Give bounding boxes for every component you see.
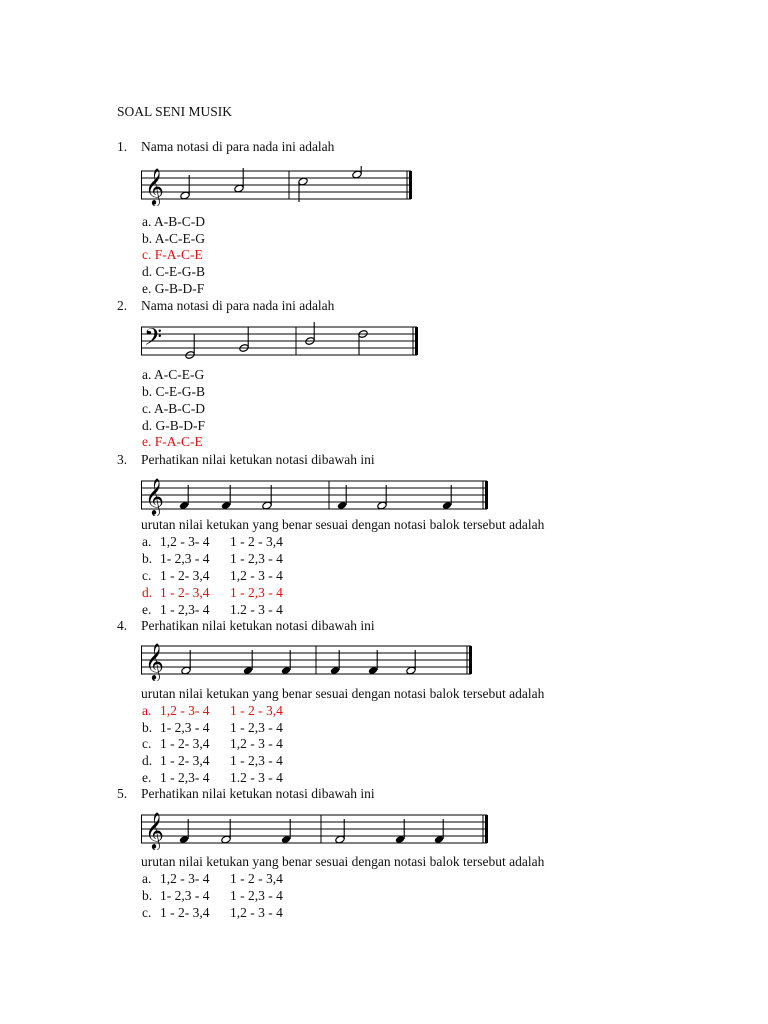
question-4-option-a-correct[interactable]: a. 1,2 - 3- 4 1 - 2 - 3,4 (142, 703, 283, 718)
question-2-option-a[interactable]: a. A-C-E-G (142, 367, 205, 382)
question-4-option-c[interactable]: c. 1 - 2- 3,4 1,2 - 3 - 4 (142, 736, 283, 751)
question-3-instruction: urutan nilai ketukan yang benar sesuai dengan notasi balok tersebut adalah (141, 517, 545, 532)
question-2-option-e-correct[interactable]: e. F-A-C-E (142, 434, 203, 449)
question-5-option-a[interactable]: a. 1,2 - 3- 4 1 - 2 - 3,4 (142, 871, 283, 886)
treble-clef-icon: 𝄞 (145, 167, 164, 205)
question-2-option-b[interactable]: b. C-E-G-B (142, 384, 205, 399)
question-3-option-c[interactable]: c. 1 - 2- 3,4 1,2 - 3 - 4 (142, 568, 283, 583)
page-title: SOAL SENI MUSIK (117, 104, 233, 119)
question-1-number: 1. (117, 139, 128, 154)
question-2-option-c[interactable]: c. A-B-C-D (142, 401, 206, 416)
question-5-option-c[interactable]: c. 1 - 2- 3,4 1,2 - 3 - 4 (142, 905, 283, 920)
final-barline (485, 481, 488, 509)
question-4-option-b[interactable]: b. 1- 2,3 - 4 1 - 2,3 - 4 (142, 720, 283, 735)
treble-clef-icon: 𝄞 (145, 811, 164, 849)
question-3-option-a[interactable]: a. 1,2 - 3- 4 1 - 2 - 3,4 (142, 534, 283, 549)
treble-clef-icon: 𝄞 (145, 477, 164, 515)
staff-question-1 (141, 166, 416, 206)
question-4-instruction: urutan nilai ketukan yang benar sesuai dengan notasi balok tersebut adalah (141, 686, 545, 701)
question-3-number: 3. (117, 452, 128, 467)
question-3-prompt: Perhatikan nilai ketukan notasi dibawah ini (141, 452, 375, 467)
staff-question-5 (141, 810, 493, 850)
question-1-option-c-correct[interactable]: c. F-A-C-E (142, 247, 203, 262)
final-barline (409, 171, 412, 199)
question-4-option-d[interactable]: d. 1 - 2- 3,4 1 - 2,3 - 4 (142, 753, 283, 768)
question-2-prompt: Nama notasi di para nada ini adalah (141, 298, 335, 313)
question-5-instruction: urutan nilai ketukan yang benar sesuai dengan notasi balok tersebut adalah (141, 854, 545, 869)
final-barline (469, 646, 472, 674)
question-1-prompt: Nama notasi di para nada ini adalah (141, 139, 335, 154)
question-1-option-e[interactable]: e. G-B-D-F (142, 281, 205, 296)
question-3-option-b[interactable]: b. 1- 2,3 - 4 1 - 2,3 - 4 (142, 551, 283, 566)
final-barline (485, 815, 488, 843)
staff-question-3 (141, 476, 493, 516)
question-4-number: 4. (117, 618, 128, 633)
question-2-option-d[interactable]: d. G-B-D-F (142, 418, 205, 433)
question-1-option-b[interactable]: b. A-C-E-G (142, 231, 206, 246)
question-5-option-b[interactable]: b. 1- 2,3 - 4 1 - 2,3 - 4 (142, 888, 283, 903)
question-1-option-d[interactable]: d. C-E-G-B (142, 264, 205, 279)
question-3-option-e[interactable]: e. 1 - 2,3- 4 1.2 - 3 - 4 (142, 602, 283, 617)
question-1-option-a[interactable]: a. A-B-C-D (142, 214, 206, 229)
question-4-option-e[interactable]: e. 1 - 2,3- 4 1.2 - 3 - 4 (142, 770, 283, 785)
staff-question-2 (141, 322, 423, 362)
question-2-number: 2. (117, 298, 128, 313)
final-barline (415, 327, 418, 355)
question-5-number: 5. (117, 786, 128, 801)
question-5-prompt: Perhatikan nilai ketukan notasi dibawah ini (141, 786, 375, 801)
bass-clef-icon: 𝄢 (144, 323, 163, 356)
staff-question-4 (141, 641, 477, 681)
treble-clef-icon: 𝄞 (145, 642, 164, 680)
question-3-option-d-correct[interactable]: d. 1 - 2- 3,4 1 - 2,3 - 4 (142, 585, 283, 600)
question-4-prompt: Perhatikan nilai ketukan notasi dibawah ini (141, 618, 375, 633)
